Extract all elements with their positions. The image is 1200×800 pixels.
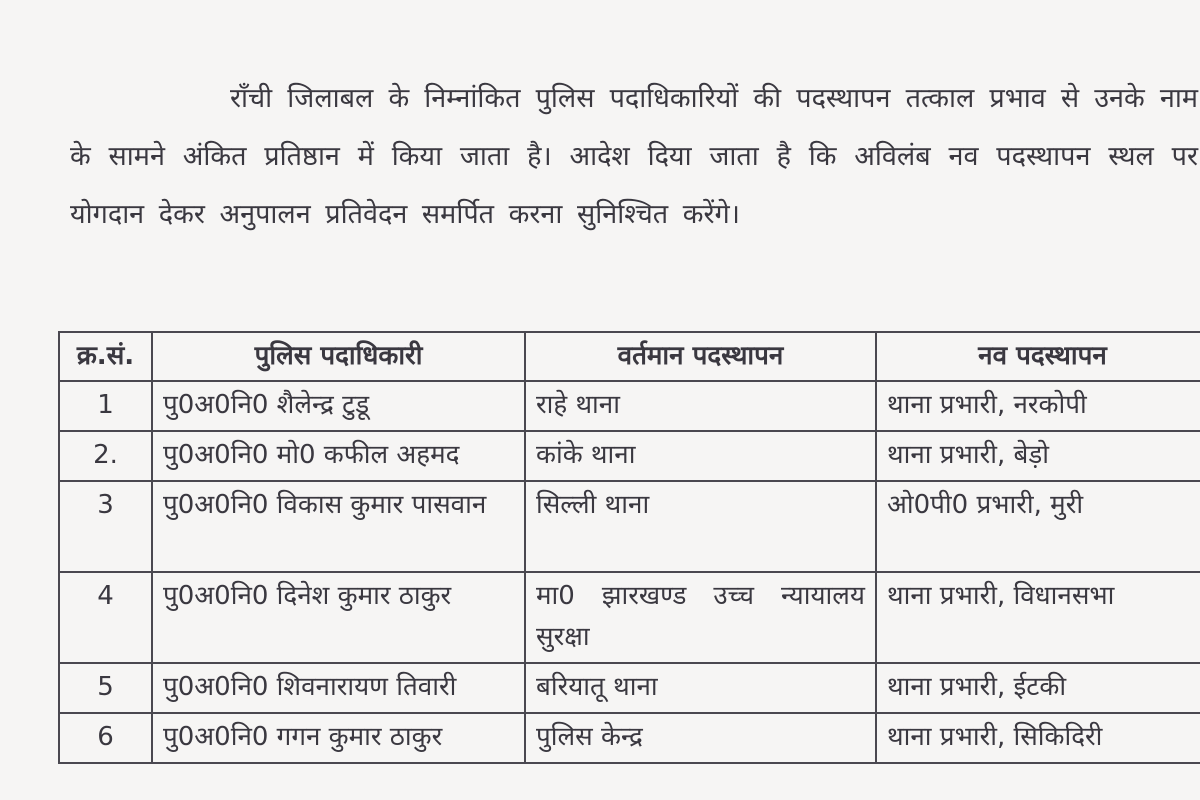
row-serial-number: 5 — [59, 663, 152, 713]
row-new-posting: ओ0पी0 प्रभारी, मुरी — [876, 481, 1200, 572]
table-row — [59, 572, 1200, 663]
row-current-posting: कांके थाना — [525, 431, 876, 481]
row-serial-number: 1 — [59, 381, 152, 431]
row-officer-name: पु0अ0नि0 दिनेश कुमार ठाकुर — [152, 572, 525, 663]
row-officer-name: पु0अ0नि0 मो0 कफील अहमद — [152, 431, 525, 481]
table-header-row — [59, 332, 1200, 381]
header-serial-number: क्र.सं. — [59, 332, 152, 381]
posting-table — [58, 331, 1200, 764]
table-row — [59, 481, 1200, 572]
order-paragraph: राँची जिलाबल के निम्नांकित पुलिस पदाधिकारियों की पदस्थापन तत्काल प्रभाव से उनके नाम के सामने अंकित प्रतिष्ठान में किया जाता है। आदेश दिया जाता है कि अविलंब नव पदस्थापन स्थल पर योगदान देकर अनुपालन प्रतिवेदन समर्पित करना सुनिश्चित करेंगे। — [70, 83, 1198, 230]
row-new-posting: थाना प्रभारी, ईटकी — [876, 663, 1200, 713]
row-serial-number: 6 — [59, 713, 152, 763]
row-new-posting: थाना प्रभारी, विधानसभा — [876, 572, 1200, 663]
row-current-posting: पुलिस केन्द्र — [525, 713, 876, 763]
table-row — [59, 713, 1200, 763]
header-new-posting: नव पदस्थापन — [876, 332, 1200, 381]
table-row — [59, 381, 1200, 431]
row-new-posting: थाना प्रभारी, नरकोपी — [876, 381, 1200, 431]
row-current-posting: बरियातू थाना — [525, 663, 876, 713]
row-officer-name: पु0अ0नि0 शिवनारायण तिवारी — [152, 663, 525, 713]
row-current-posting: सिल्ली थाना — [525, 481, 876, 572]
row-serial-number: 3 — [59, 481, 152, 572]
table-row — [59, 663, 1200, 713]
header-current-posting: वर्तमान पदस्थापन — [525, 332, 876, 381]
row-new-posting: थाना प्रभारी, सिकिदिरी — [876, 713, 1200, 763]
header-police-officer: पुलिस पदाधिकारी — [152, 332, 525, 381]
row-officer-name: पु0अ0नि0 विकास कुमार पासवान — [152, 481, 525, 572]
row-new-posting: थाना प्रभारी, बेड़ो — [876, 431, 1200, 481]
row-serial-number: 2. — [59, 431, 152, 481]
row-officer-name: पु0अ0नि0 गगन कुमार ठाकुर — [152, 713, 525, 763]
row-serial-number: 4 — [59, 572, 152, 663]
row-current-posting: मा0 झारखण्ड उच्च न्यायालय सुरक्षा — [525, 572, 876, 663]
table-row — [59, 431, 1200, 481]
row-current-posting: राहे थाना — [525, 381, 876, 431]
row-officer-name: पु0अ0नि0 शैलेन्द्र टुडू — [152, 381, 525, 431]
